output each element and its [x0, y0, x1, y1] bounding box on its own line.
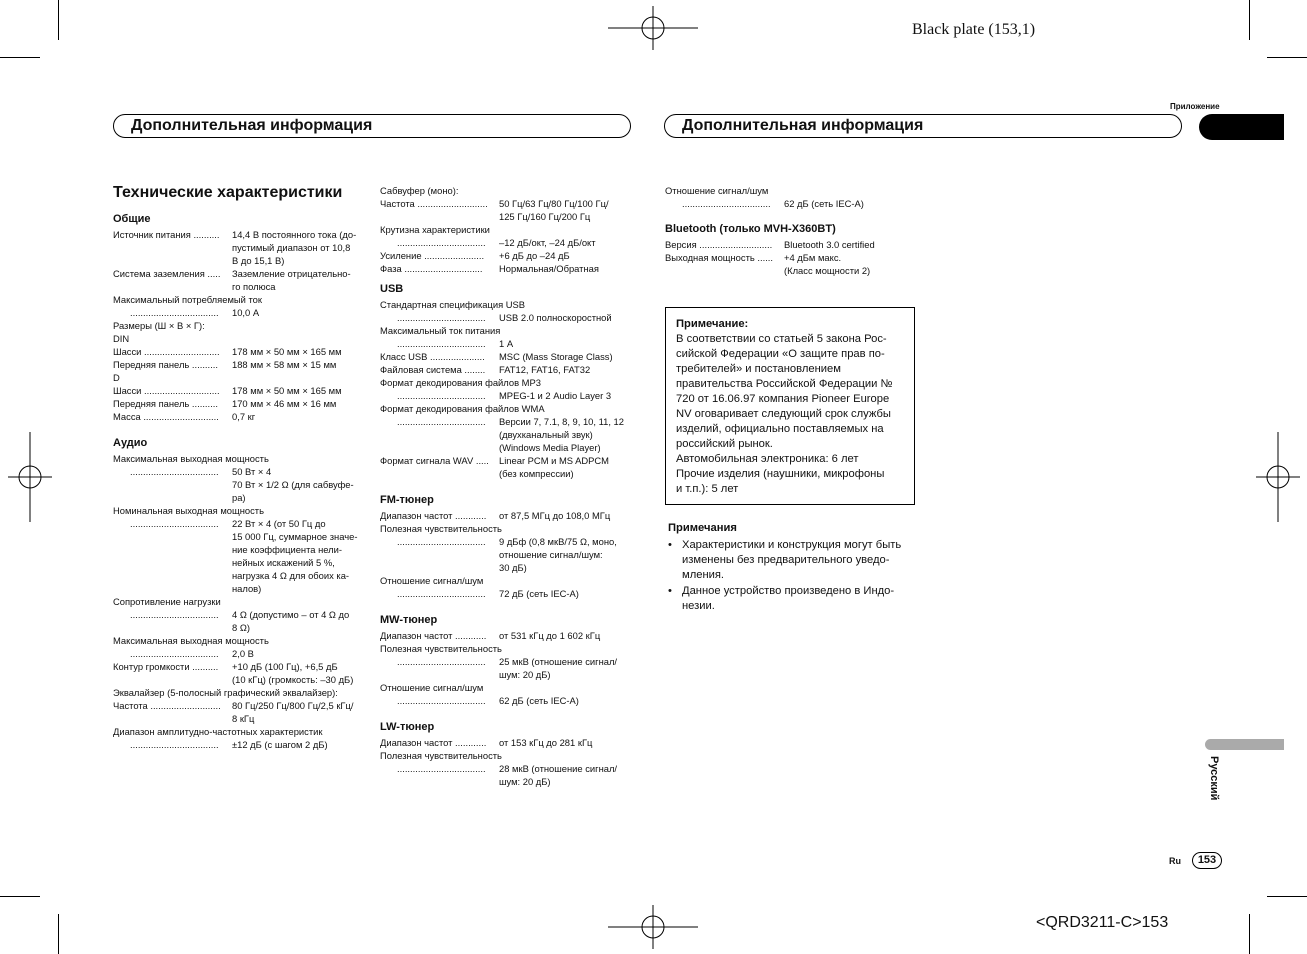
- note-box: [665, 307, 915, 505]
- spec-label: Источник питания ..........: [113, 229, 220, 240]
- spec-row: [113, 384, 368, 397]
- spec-label: Максимальный потребляемый ток: [113, 294, 262, 305]
- spec-label: Система заземления .....: [113, 268, 221, 279]
- spec-value: USB 2.0 полноскоростной: [499, 312, 612, 323]
- spec-label: Сабвуфер (моно):: [380, 185, 459, 196]
- spec-label: Стандартная спецификация USB: [380, 299, 526, 310]
- spec-value: MSC (Mass Storage Class): [499, 351, 613, 362]
- spec-row: [113, 699, 368, 725]
- spec-row: [113, 306, 368, 319]
- specs-column-3: [665, 184, 915, 277]
- spec-value: 10,0 А: [232, 307, 260, 318]
- spec-label: ..................................: [397, 656, 486, 667]
- spec-row: [380, 262, 640, 275]
- spec-row: [380, 415, 640, 454]
- section-tab: [1199, 114, 1284, 140]
- spec-value: 178 мм × 50 мм × 165 мм: [232, 385, 342, 396]
- spec-value: 14,4 В постоянного тока (до- пустимый диапазон от 10,8 В до 15,1 В): [232, 229, 357, 266]
- spec-value: 188 мм × 58 мм × 15 мм: [232, 359, 337, 370]
- spec-label: Передняя панель ..........: [113, 398, 218, 409]
- spec-value: 170 мм × 46 мм × 16 мм: [232, 398, 337, 409]
- section-heading: LW-тюнер: [380, 721, 435, 733]
- spec-label: Выходная мощность ......: [665, 252, 773, 263]
- spec-value: FAT12, FAT16, FAT32: [499, 364, 591, 375]
- spec-row: [113, 465, 368, 504]
- spec-row: [380, 655, 640, 681]
- spec-value: от 531 кГц до 1 602 кГц: [499, 630, 601, 641]
- spec-value: Нормальная/Обратная: [499, 263, 599, 274]
- spec-label: Контур громкости ..........: [113, 661, 219, 672]
- spec-row: [380, 587, 640, 600]
- spec-label: ..................................: [397, 536, 486, 547]
- spec-value: от 87,5 МГц до 108,0 МГц: [499, 510, 611, 521]
- note-text: В соответствии со статьей 5 закона Рос- сийской Федерации «О защите прав по- требителей» и постановлением правительства Российской Федерации № 720 от 16.06.97 компания Pioneer Europe NV оговаривает следующий срок службы изделий, официально поставляемых на российский рынок. Автомобильная электроника: 6 лет Прочие изделия (наушники, микрофоны и т.п.): 5 лет: [676, 333, 893, 495]
- spec-row: [113, 345, 368, 358]
- spec-row: [380, 389, 640, 402]
- document-code: <QRD3211-C>153: [1036, 914, 1169, 931]
- spec-row: [380, 337, 640, 350]
- spec-label: Сопротивление нагрузки: [113, 596, 221, 607]
- spec-value: 2,0 В: [232, 648, 254, 659]
- crop-mark: [0, 57, 40, 58]
- crop-mark: [1267, 896, 1307, 897]
- spec-row: [665, 238, 915, 251]
- spec-row: [113, 660, 368, 686]
- spec-label: ..................................: [682, 198, 771, 209]
- spec-label: Диапазон частот ............: [380, 630, 487, 641]
- spec-label: Файловая система ........: [380, 364, 486, 375]
- spec-label: ..................................: [397, 763, 486, 774]
- spec-label: ..................................: [130, 466, 219, 477]
- spec-value: ±12 дБ (с шагом 2 дБ): [232, 739, 328, 750]
- spec-row: [380, 249, 640, 262]
- spec-label: Крутизна характеристики: [380, 224, 490, 235]
- spec-row: [380, 454, 640, 480]
- note-heading: Примечание:: [676, 318, 749, 330]
- crop-mark: [0, 896, 40, 897]
- spec-value: Linear PCM и MS ADPCM (без компрессии): [499, 455, 609, 479]
- crop-mark: [1267, 57, 1307, 58]
- registration-mark-top: [608, 6, 698, 50]
- spec-label: Класс USB .....................: [380, 351, 485, 362]
- header-title-left: Дополнительная информация: [131, 117, 373, 134]
- spec-row: [380, 236, 640, 249]
- spec-label: ..................................: [397, 312, 486, 323]
- header-title-right: Дополнительная информация: [682, 117, 924, 134]
- spec-label: Передняя панель ..........: [113, 359, 218, 370]
- spec-value: 50 Гц/63 Гц/80 Гц/100 Гц/ 125 Гц/160 Гц/200 Гц: [499, 198, 609, 222]
- spec-label: Максимальный ток питания: [380, 325, 501, 336]
- notes-item: • Характеристики и конструкция могут быть изменены без предварительного уведо- мления.: [668, 538, 920, 583]
- spec-row: [113, 397, 368, 410]
- crop-mark: [58, 0, 59, 40]
- section-heading: Общие: [113, 213, 151, 225]
- footer-lang: Ru: [1169, 856, 1181, 866]
- spec-label: ..................................: [397, 390, 486, 401]
- spec-label: Отношение сигнал/шум: [380, 575, 484, 586]
- spec-label: Отношение сигнал/шум: [665, 185, 769, 196]
- crop-mark: [1249, 914, 1250, 954]
- spec-value: 1 А: [499, 338, 514, 349]
- language-tab-bar: [1205, 739, 1284, 750]
- spec-row: [380, 762, 640, 788]
- spec-row: [380, 350, 640, 363]
- spec-label: Полезная чувствительность: [380, 750, 502, 761]
- spec-row: [113, 410, 368, 423]
- spec-value: Версии 7, 7.1, 8, 9, 10, 11, 12 (двухканальный звук) (Windows Media Player): [499, 416, 624, 453]
- spec-label: D: [113, 372, 120, 383]
- spec-label: Диапазон частот ............: [380, 737, 487, 748]
- spec-value: Bluetooth 3.0 certified: [784, 239, 875, 250]
- spec-value: –12 дБ/окт, –24 дБ/окт: [499, 237, 596, 248]
- crop-mark: [58, 914, 59, 954]
- spec-row: [113, 358, 368, 371]
- spec-value: 50 Вт × 4 70 Вт × 1/2 Ω (для сабвуфе- ра): [232, 466, 354, 503]
- spec-row: [113, 267, 368, 293]
- spec-row: [380, 197, 640, 223]
- spec-label: Размеры (Ш × В × Г):: [113, 320, 205, 331]
- spec-row: [380, 535, 640, 574]
- spec-label: ..................................: [130, 609, 219, 620]
- page-title: Технические характеристики: [113, 184, 343, 201]
- notes-section: [668, 521, 920, 614]
- spec-value: 72 дБ (сеть IEC-A): [499, 588, 579, 599]
- spec-row: [113, 608, 368, 634]
- spec-label: Шасси .............................: [113, 346, 220, 357]
- spec-value: 28 мкВ (отношение сигнал/ шум: 20 дБ): [499, 763, 618, 787]
- spec-label: Отношение сигнал/шум: [380, 682, 484, 693]
- registration-mark-right: [1256, 432, 1300, 522]
- spec-label: DIN: [113, 333, 130, 344]
- spec-label: Полезная чувствительность: [380, 523, 502, 534]
- page-number: 153: [1192, 852, 1222, 869]
- spec-label: Версия ............................: [665, 239, 773, 250]
- spec-label: ..................................: [397, 588, 486, 599]
- spec-row: [380, 694, 640, 707]
- spec-row: [665, 197, 915, 210]
- spec-label: ..................................: [397, 338, 486, 349]
- spec-value: 0,7 кг: [232, 411, 256, 422]
- plate-label: Black plate (153,1): [912, 21, 1036, 38]
- section-heading: FM-тюнер: [380, 494, 434, 506]
- spec-label: Эквалайзер (5-полосный графический эквалайзер):: [113, 687, 338, 698]
- notes-list: [668, 538, 920, 614]
- registration-mark-left: [8, 432, 52, 522]
- spec-label: Частота ...........................: [113, 700, 221, 711]
- spec-row: [380, 736, 640, 749]
- spec-row: [113, 228, 368, 267]
- section-heading: Аудио: [113, 437, 148, 449]
- spec-value: 25 мкВ (отношение сигнал/ шум: 20 дБ): [499, 656, 618, 680]
- appendix-label: Приложение: [1170, 102, 1220, 111]
- spec-value: 62 дБ (сеть IEC-A): [784, 198, 864, 209]
- spec-label: Максимальная выходная мощность: [113, 453, 269, 464]
- section-heading: Bluetooth (только MVH-X360BT): [665, 223, 836, 235]
- spec-value: MPEG-1 и 2 Audio Layer 3: [499, 390, 612, 401]
- spec-label: Полезная чувствительность: [380, 643, 502, 654]
- spec-label: ..................................: [397, 237, 486, 248]
- spec-value: +4 дБм макс. (Класс мощности 2): [784, 252, 871, 276]
- spec-label: Диапазон частот ............: [380, 510, 487, 521]
- spec-label: Масса .............................: [113, 411, 219, 422]
- spec-value: 4 Ω (допустимо – от 4 Ω до 8 Ω): [232, 609, 350, 633]
- notes-heading: Примечания: [668, 522, 737, 534]
- spec-value: 62 дБ (сеть IEC-A): [499, 695, 579, 706]
- spec-value: Заземление отрицательно- го полюса: [232, 268, 351, 292]
- spec-label: Формат декодирования файлов MP3: [380, 377, 541, 388]
- spec-label: ..................................: [397, 416, 486, 427]
- spec-row: [113, 517, 368, 595]
- spec-label: Формат декодирования файлов WMA: [380, 403, 545, 414]
- specs-column-1: [113, 213, 368, 751]
- spec-label: ..................................: [130, 648, 219, 659]
- spec-row: [380, 629, 640, 642]
- spec-label: ..................................: [130, 518, 219, 529]
- spec-value: от 153 кГц до 281 кГц: [499, 737, 593, 748]
- spec-value: +10 дБ (100 Гц), +6,5 дБ (10 кГц) (громкость: –30 дБ): [232, 661, 354, 685]
- spec-value: 80 Гц/250 Гц/800 Гц/2,5 кГц/ 8 кГц: [232, 700, 354, 724]
- specs-column-2: [380, 184, 640, 788]
- spec-label: Шасси .............................: [113, 385, 220, 396]
- spec-label: ..................................: [130, 307, 219, 318]
- language-tab-label: Русский: [1208, 756, 1220, 801]
- spec-label: Номинальная выходная мощность: [113, 505, 264, 516]
- section-heading: USB: [380, 283, 404, 295]
- spec-row: [665, 251, 915, 277]
- spec-label: Усиление .......................: [380, 250, 485, 261]
- spec-value: +6 дБ до –24 дБ: [499, 250, 570, 261]
- spec-label: Формат сигнала WAV .....: [380, 455, 489, 466]
- spec-row: [380, 509, 640, 522]
- spec-label: Максимальная выходная мощность: [113, 635, 269, 646]
- notes-item: • Данное устройство произведено в Индо- незии.: [668, 584, 920, 614]
- crop-mark: [1249, 0, 1250, 40]
- spec-label: ..................................: [397, 695, 486, 706]
- spec-row: [113, 647, 368, 660]
- spec-value: 9 дБф (0,8 мкВ/75 Ω, моно, отношение сигнал/шум: 30 дБ): [499, 536, 617, 573]
- spec-value: 22 Вт × 4 (от 50 Гц до 15 000 Гц, суммарное значе- ние коэффициента нели- нейных искажений 5 %, нагрузка 4 Ω для обоих ка- налов): [232, 518, 358, 594]
- spec-row: [380, 363, 640, 376]
- spec-row: [380, 311, 640, 324]
- spec-row: [113, 738, 368, 751]
- spec-label: Диапазон амплитудно-частотных характеристик: [113, 726, 323, 737]
- spec-label: Фаза ..............................: [380, 263, 483, 274]
- section-heading: MW-тюнер: [380, 614, 438, 626]
- registration-mark-bottom: [608, 905, 698, 949]
- spec-label: Частота ...........................: [380, 198, 488, 209]
- spec-label: ..................................: [130, 739, 219, 750]
- spec-value: 178 мм × 50 мм × 165 мм: [232, 346, 342, 357]
